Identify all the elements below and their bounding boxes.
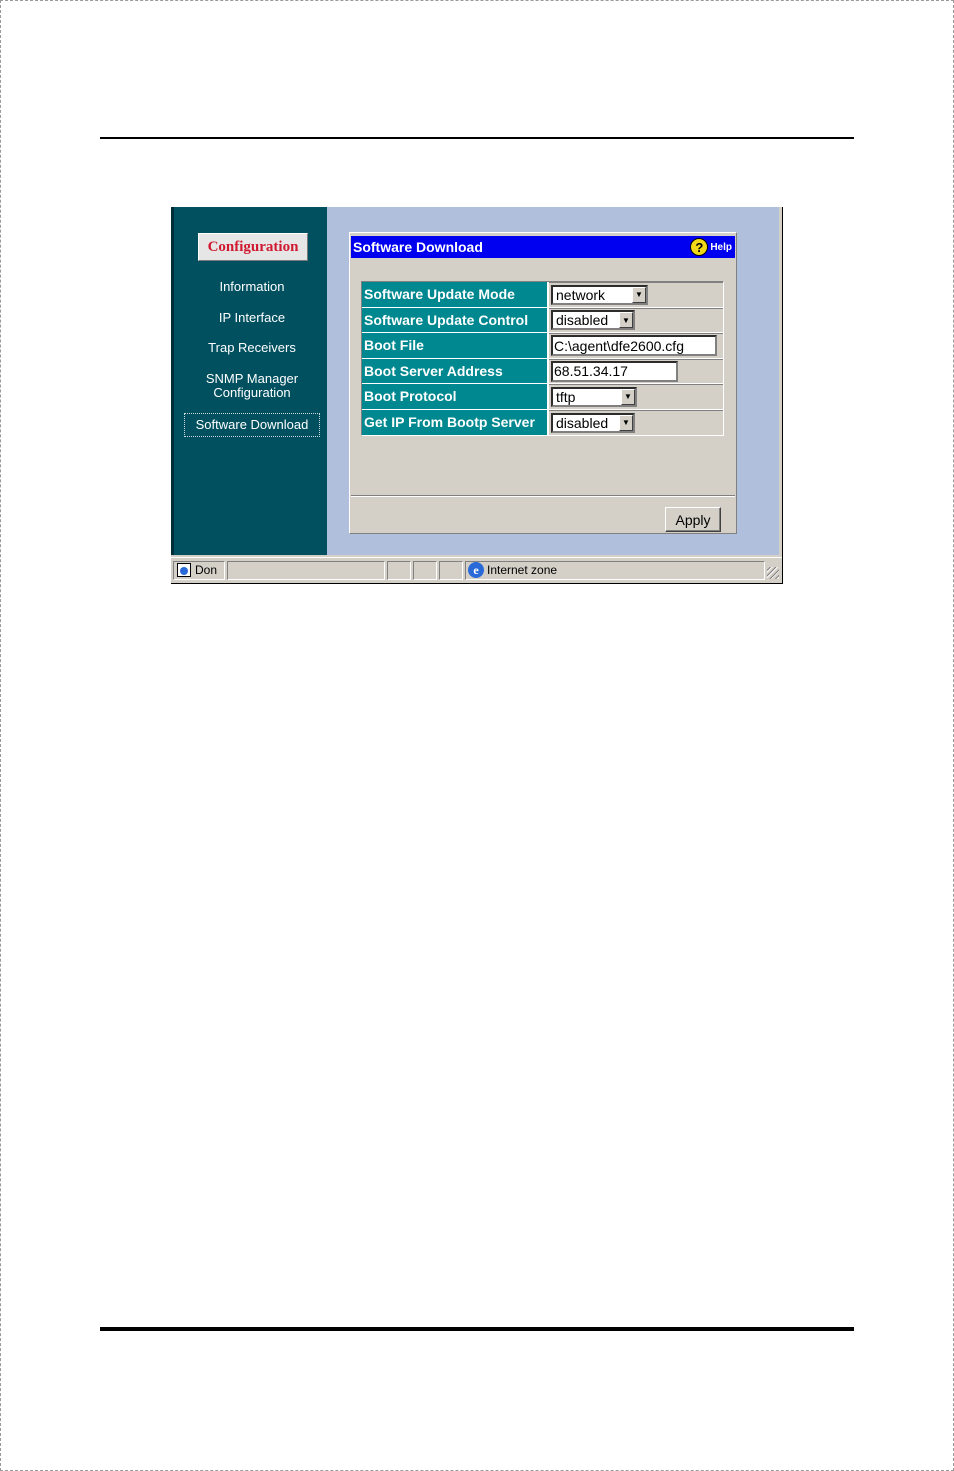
field-label: Get IP From Bootp Server <box>362 410 549 436</box>
page-icon <box>177 563 191 577</box>
field-value-cell <box>549 282 723 307</box>
form-row-get-ip-from-bootp-server <box>362 410 723 436</box>
software-update-control-select[interactable] <box>551 310 635 330</box>
field-value-cell <box>549 384 723 409</box>
boot-server-address-input[interactable]: 68.51.34.17 <box>551 361 678 382</box>
panel-title-bar <box>351 236 735 258</box>
select-value: tftp <box>556 388 576 405</box>
header-rule <box>100 137 854 139</box>
field-value-cell <box>549 308 723 333</box>
dropdown-arrow-icon[interactable]: ▼ <box>619 415 633 431</box>
field-label: Software Update Mode <box>362 282 549 307</box>
form-row-software-update-mode <box>362 282 723 308</box>
status-cell-blank <box>387 561 411 580</box>
form-row-boot-protocol <box>362 384 723 410</box>
resize-grip-icon[interactable] <box>767 567 779 579</box>
software-download-panel <box>349 232 737 534</box>
status-cell-blank <box>413 561 437 580</box>
sidebar-item-trap-receivers[interactable]: Trap Receivers <box>208 340 296 355</box>
form-row-boot-server-address <box>362 359 723 385</box>
status-bar <box>171 557 782 582</box>
content-area <box>327 207 779 555</box>
internet-explorer-icon: e <box>468 562 484 578</box>
configuration-tab[interactable]: Configuration <box>198 233 308 261</box>
get-ip-from-bootp-server-select[interactable] <box>551 413 635 433</box>
status-cell-zone <box>465 561 765 580</box>
status-cell-progress <box>227 561 385 580</box>
browser-screenshot <box>171 207 783 584</box>
apply-button[interactable]: Apply <box>665 507 721 532</box>
select-value: network <box>556 286 606 303</box>
question-icon: ? <box>690 238 708 256</box>
boot-file-input[interactable]: C:\agent\dfe2600.cfg <box>551 335 717 356</box>
software-update-mode-select[interactable] <box>551 285 648 305</box>
panel-divider <box>351 495 735 497</box>
field-value-cell <box>549 333 723 358</box>
status-cell-main <box>173 561 225 580</box>
sidebar <box>171 207 327 555</box>
sidebar-item-snmp-manager-configuration[interactable]: SNMP Manager Configuration <box>205 371 299 400</box>
field-label: Boot Server Address <box>362 359 549 384</box>
field-label: Boot Protocol <box>362 384 549 409</box>
status-text: Don <box>195 563 218 577</box>
select-value: disabled <box>556 312 609 329</box>
form-row-boot-file <box>362 333 723 359</box>
panel-title: Software Download <box>353 239 483 255</box>
help-label: Help <box>710 241 732 253</box>
field-label: Software Update Control <box>362 308 549 333</box>
field-value-cell <box>549 359 723 384</box>
zone-text: Internet zone <box>487 563 558 577</box>
sidebar-item-information[interactable]: Information <box>219 279 285 294</box>
form-row-software-update-control <box>362 308 723 334</box>
dropdown-arrow-icon[interactable]: ▼ <box>621 389 635 405</box>
select-value: disabled <box>556 414 609 431</box>
settings-form <box>361 281 724 436</box>
dropdown-arrow-icon[interactable]: ▼ <box>632 287 646 303</box>
field-label: Boot File <box>362 333 549 358</box>
status-cell-blank <box>439 561 463 580</box>
sidebar-item-software-download[interactable]: Software Download <box>184 413 320 437</box>
boot-protocol-select[interactable] <box>551 387 637 407</box>
footer-rule <box>100 1327 854 1331</box>
help-button[interactable] <box>690 238 732 256</box>
dropdown-arrow-icon[interactable]: ▼ <box>619 312 633 328</box>
sidebar-item-ip-interface[interactable]: IP Interface <box>218 310 286 325</box>
field-value-cell <box>549 410 723 436</box>
